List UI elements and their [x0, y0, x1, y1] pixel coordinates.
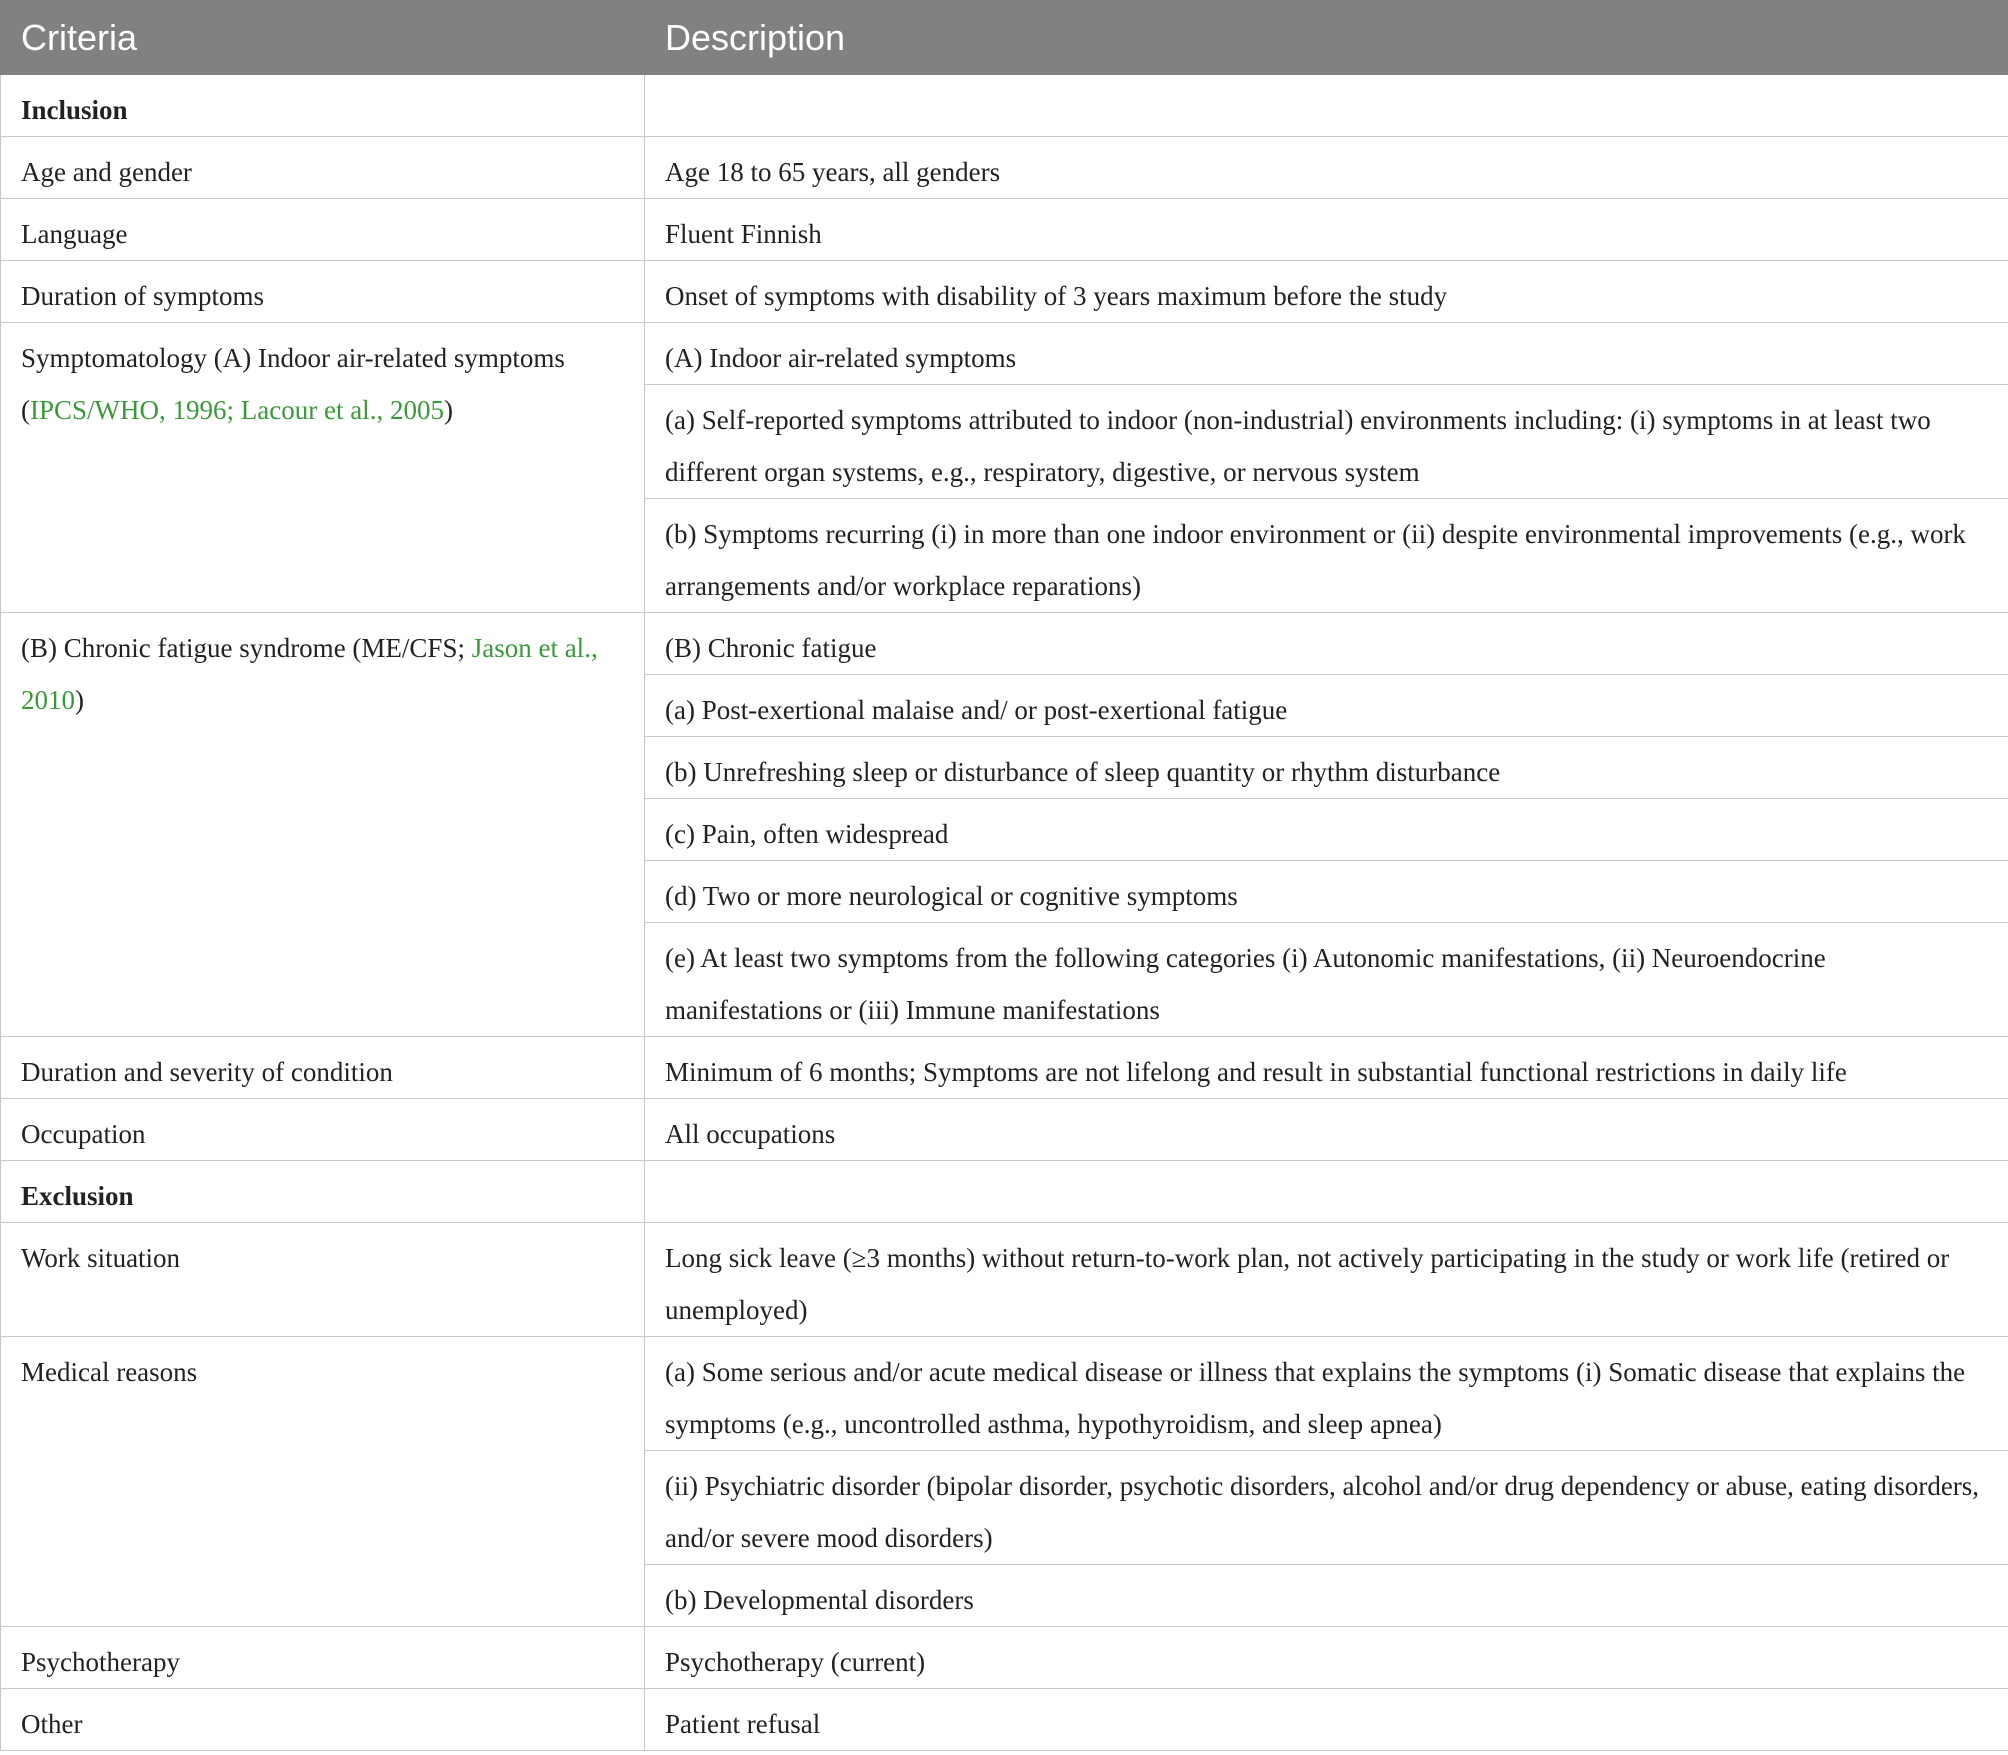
- description-cell: (b) Developmental disorders: [645, 1565, 2008, 1627]
- criteria-cell: Psychotherapy: [1, 1627, 645, 1689]
- criteria-cell: Other: [1, 1689, 645, 1751]
- empty-cell: [645, 75, 2008, 137]
- criteria-cell-symptomatology: [1, 323, 645, 613]
- criteria-text-end: ): [75, 685, 84, 715]
- description-header: Description: [645, 1, 2008, 75]
- description-cell: (c) Pain, often widespread: [645, 799, 2008, 861]
- description-cell: Long sick leave (≥3 months) without return-to-work plan, not actively participating in the study or work life (retired or unemployed): [645, 1223, 2008, 1337]
- description-cell: (b) Symptoms recurring (i) in more than one indoor environment or (ii) despite environmental improvements (e.g., work arrangements and/or workplace reparations): [645, 499, 2008, 613]
- description-cell: (ii) Psychiatric disorder (bipolar disorder, psychotic disorders, alcohol and/or drug dependency or abuse, eating disorders, and/or severe mood disorders): [645, 1451, 2008, 1565]
- criteria-cell: Medical reasons: [1, 1337, 645, 1627]
- description-cell: (a) Some serious and/or acute medical disease or illness that explains the symptoms (i) Somatic disease that explains the symptoms (e.g., uncontrolled asthma, hypothyroidism, and sleep apnea): [645, 1337, 2008, 1451]
- table-row: [1, 1337, 2008, 1451]
- table-row: [1, 199, 2008, 261]
- criteria-cell: Age and gender: [1, 137, 645, 199]
- description-cell: (b) Unrefreshing sleep or disturbance of sleep quantity or rhythm disturbance: [645, 737, 2008, 799]
- empty-cell: [645, 1161, 2008, 1223]
- table-row: [1, 1223, 2008, 1337]
- table-row: [1, 1037, 2008, 1099]
- citation-link[interactable]: IPCS/WHO, 1996; Lacour et al., 2005: [30, 395, 444, 425]
- table-row: [1, 261, 2008, 323]
- description-cell: All occupations: [645, 1099, 2008, 1161]
- description-cell: Onset of symptoms with disability of 3 years maximum before the study: [645, 261, 2008, 323]
- table-row: [1, 1627, 2008, 1689]
- citation-link[interactable]: Jason et al., 2010: [21, 633, 598, 715]
- description-cell: (a) Post-exertional malaise and/ or post-exertional fatigue: [645, 675, 2008, 737]
- description-cell: (B) Chronic fatigue: [645, 613, 2008, 675]
- section-row-inclusion: [1, 75, 2008, 137]
- criteria-cell: Duration and severity of condition: [1, 1037, 645, 1099]
- criteria-text: (B) Chronic fatigue syndrome (ME/CFS;: [21, 633, 472, 663]
- criteria-text-end: ): [443, 395, 453, 425]
- criteria-cell-cfs: [1, 613, 645, 1037]
- table-row: [1, 1099, 2008, 1161]
- table-row: [1, 1689, 2008, 1751]
- criteria-header: Criteria: [1, 1, 645, 75]
- description-cell: (e) At least two symptoms from the following categories (i) Autonomic manifestations, (ii) Neuroendocrine manifestations or (iii) Immune manifestations: [645, 923, 2008, 1037]
- criteria-cell: Language: [1, 199, 645, 261]
- description-cell: Patient refusal: [645, 1689, 2008, 1751]
- section-row-exclusion: [1, 1161, 2008, 1223]
- description-cell: Psychotherapy (current): [645, 1627, 2008, 1689]
- description-cell: Minimum of 6 months; Symptoms are not lifelong and result in substantial functional restrictions in daily life: [645, 1037, 2008, 1099]
- header-row: [1, 1, 2008, 75]
- section-label-inclusion: Inclusion: [1, 75, 645, 137]
- criteria-cell: Duration of symptoms: [1, 261, 645, 323]
- table-row: [1, 323, 2008, 385]
- description-cell: (d) Two or more neurological or cognitive symptoms: [645, 861, 2008, 923]
- criteria-cell: Occupation: [1, 1099, 645, 1161]
- criteria-cell: Work situation: [1, 1223, 645, 1337]
- table-row: [1, 137, 2008, 199]
- description-cell: (a) Self-reported symptoms attributed to indoor (non-industrial) environments including: (i) symptoms in at least two different organ systems, e.g., respiratory, digestive, or nervous system: [645, 385, 2008, 499]
- section-label-exclusion: Exclusion: [1, 1161, 645, 1223]
- description-cell: Fluent Finnish: [645, 199, 2008, 261]
- criteria-text: Symptomatology (A) Indoor air-related symptoms (: [21, 343, 565, 425]
- description-cell: Age 18 to 65 years, all genders: [645, 137, 2008, 199]
- description-cell: (A) Indoor air-related symptoms: [645, 323, 2008, 385]
- table-row: [1, 613, 2008, 675]
